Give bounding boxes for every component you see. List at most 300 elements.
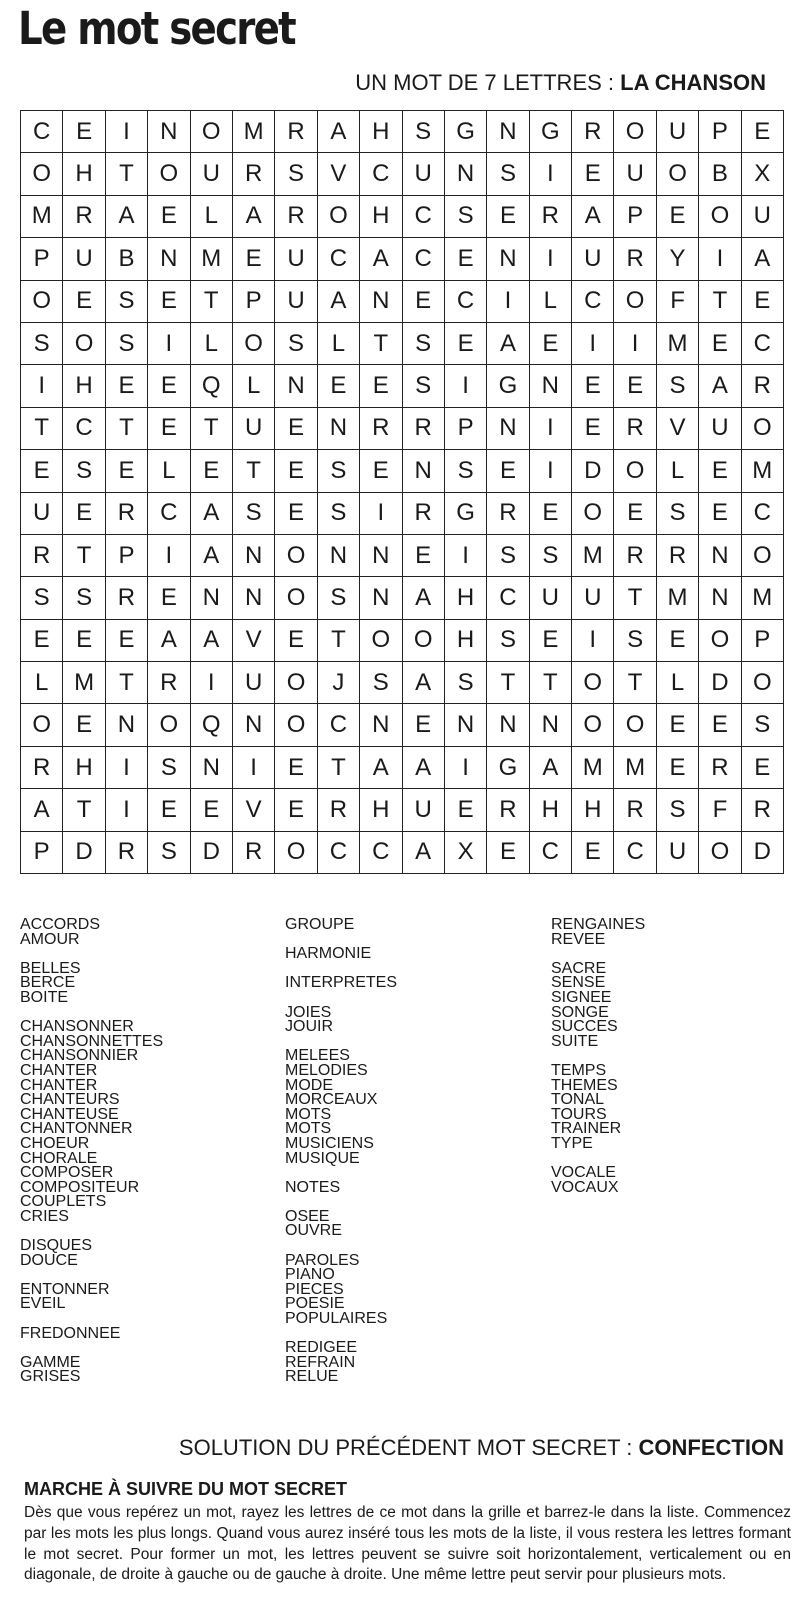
word-list-item[interactable]: ACCORDS xyxy=(20,916,101,933)
grid-cell[interactable]: V xyxy=(233,620,275,662)
grid-cell[interactable]: T xyxy=(63,789,105,831)
grid-cell[interactable]: E xyxy=(699,450,741,492)
grid-cell[interactable]: T xyxy=(530,662,572,704)
grid-cell[interactable]: I xyxy=(530,153,572,195)
grid-cell[interactable]: C xyxy=(572,281,614,323)
grid-cell[interactable]: L xyxy=(657,662,699,704)
word-list-item[interactable]: GROUPE xyxy=(285,916,355,933)
grid-cell[interactable]: E xyxy=(275,620,317,662)
grid-cell[interactable]: E xyxy=(572,832,614,874)
grid-cell[interactable]: R xyxy=(63,196,105,238)
grid-cell[interactable]: S xyxy=(657,789,699,831)
grid-cell[interactable]: O xyxy=(614,111,656,153)
grid-cell[interactable]: E xyxy=(742,747,784,789)
word-list-item[interactable]: MORCEAUX xyxy=(285,1091,378,1109)
grid-cell[interactable]: R xyxy=(614,789,656,831)
grid-cell[interactable]: U xyxy=(21,493,63,535)
word-list-item[interactable]: DISQUES xyxy=(20,1237,93,1255)
grid-cell[interactable]: T xyxy=(191,408,233,450)
grid-cell[interactable]: O xyxy=(572,704,614,746)
grid-cell[interactable]: E xyxy=(487,196,529,238)
word-list-item[interactable]: FREDONNEE xyxy=(20,1324,121,1342)
grid-cell[interactable]: U xyxy=(699,408,741,450)
word-list-item[interactable]: CHANTER xyxy=(20,1076,98,1094)
grid-cell[interactable]: Q xyxy=(191,704,233,746)
grid-cell[interactable]: R xyxy=(21,535,63,577)
grid-cell[interactable]: E xyxy=(487,450,529,492)
grid-cell[interactable]: S xyxy=(487,620,529,662)
grid-cell[interactable]: N xyxy=(530,365,572,407)
word-list-item[interactable]: MELODIES xyxy=(285,1061,368,1079)
grid-cell[interactable]: P xyxy=(21,832,63,874)
word-list-item[interactable]: CHOEUR xyxy=(20,1134,90,1152)
grid-cell[interactable]: S xyxy=(530,535,572,577)
word-list-item[interactable]: CHANTER xyxy=(20,1061,98,1079)
grid-cell[interactable]: O xyxy=(699,620,741,662)
grid-cell[interactable]: E xyxy=(148,577,190,619)
grid-cell[interactable]: O xyxy=(742,535,784,577)
word-list-item[interactable]: CHANTEUSE xyxy=(20,1105,119,1123)
grid-cell[interactable]: C xyxy=(742,323,784,365)
word-list-item[interactable]: SIGNEE xyxy=(551,988,612,1006)
grid-cell[interactable]: I xyxy=(572,620,614,662)
grid-cell[interactable]: E xyxy=(360,365,402,407)
grid-cell[interactable]: N xyxy=(699,577,741,619)
word-list-item[interactable]: POPULAIRES xyxy=(285,1310,388,1328)
grid-cell[interactable]: M xyxy=(572,747,614,789)
grid-cell[interactable]: R xyxy=(233,153,275,195)
grid-cell[interactable]: E xyxy=(275,493,317,535)
grid-cell[interactable]: E xyxy=(572,408,614,450)
grid-cell[interactable]: O xyxy=(360,620,402,662)
grid-cell[interactable]: P xyxy=(233,281,275,323)
grid-cell[interactable]: U xyxy=(572,577,614,619)
grid-cell[interactable]: C xyxy=(403,238,445,280)
word-list-item[interactable]: SUITE xyxy=(551,1032,599,1050)
word-list-item[interactable]: INTERPRETES xyxy=(285,974,398,992)
grid-cell[interactable]: E xyxy=(530,620,572,662)
grid-cell[interactable]: R xyxy=(360,408,402,450)
word-list-item[interactable]: GRISES xyxy=(20,1368,81,1386)
grid-cell[interactable]: N xyxy=(318,535,360,577)
grid-cell[interactable]: C xyxy=(148,493,190,535)
grid-cell[interactable]: P xyxy=(742,620,784,662)
grid-cell[interactable]: C xyxy=(21,111,63,153)
grid-cell[interactable]: S xyxy=(445,662,487,704)
grid-cell[interactable]: C xyxy=(403,196,445,238)
grid-cell[interactable]: X xyxy=(742,153,784,195)
word-list-item[interactable]: MELEES xyxy=(285,1047,350,1065)
grid-cell[interactable]: U xyxy=(572,238,614,280)
grid-cell[interactable]: O xyxy=(21,281,63,323)
grid-cell[interactable]: S xyxy=(148,832,190,874)
grid-cell[interactable]: E xyxy=(148,281,190,323)
grid-cell[interactable]: N xyxy=(148,111,190,153)
grid-cell[interactable]: A xyxy=(233,196,275,238)
grid-cell[interactable]: I xyxy=(572,323,614,365)
grid-cell[interactable]: R xyxy=(487,493,529,535)
word-list-item[interactable]: TOURS xyxy=(551,1105,607,1123)
grid-cell[interactable]: I xyxy=(148,323,190,365)
grid-cell[interactable]: E xyxy=(191,789,233,831)
grid-cell[interactable]: A xyxy=(403,577,445,619)
grid-cell[interactable]: E xyxy=(445,323,487,365)
grid-cell[interactable]: C xyxy=(487,577,529,619)
grid-cell[interactable]: O xyxy=(233,323,275,365)
grid-cell[interactable]: A xyxy=(21,789,63,831)
grid-cell[interactable]: O xyxy=(148,153,190,195)
grid-cell[interactable]: U xyxy=(403,789,445,831)
grid-cell[interactable]: L xyxy=(148,450,190,492)
grid-cell[interactable]: N xyxy=(487,238,529,280)
grid-cell[interactable]: U xyxy=(191,153,233,195)
grid-cell[interactable]: O xyxy=(699,196,741,238)
grid-cell[interactable]: O xyxy=(275,832,317,874)
grid-cell[interactable]: I xyxy=(699,238,741,280)
grid-cell[interactable]: M xyxy=(233,111,275,153)
grid-cell[interactable]: U xyxy=(657,111,699,153)
grid-cell[interactable]: E xyxy=(63,111,105,153)
grid-cell[interactable]: E xyxy=(148,365,190,407)
grid-cell[interactable]: S xyxy=(403,323,445,365)
grid-cell[interactable]: T xyxy=(106,408,148,450)
grid-cell[interactable]: B xyxy=(106,238,148,280)
grid-cell[interactable]: T xyxy=(106,662,148,704)
grid-cell[interactable]: F xyxy=(657,281,699,323)
grid-cell[interactable]: E xyxy=(63,704,105,746)
grid-cell[interactable]: S xyxy=(487,153,529,195)
grid-cell[interactable]: E xyxy=(699,323,741,365)
grid-cell[interactable]: A xyxy=(191,535,233,577)
grid-cell[interactable]: A xyxy=(742,238,784,280)
grid-cell[interactable]: A xyxy=(148,620,190,662)
word-list-item[interactable]: SONGE xyxy=(551,1003,609,1021)
grid-cell[interactable]: I xyxy=(530,450,572,492)
grid-cell[interactable]: P xyxy=(614,196,656,238)
word-list-item[interactable]: SENSE xyxy=(551,974,606,992)
grid-cell[interactable]: G xyxy=(487,747,529,789)
grid-cell[interactable]: R xyxy=(275,196,317,238)
grid-cell[interactable]: E xyxy=(148,789,190,831)
grid-cell[interactable]: N xyxy=(445,704,487,746)
grid-cell[interactable]: N xyxy=(106,704,148,746)
grid-cell[interactable]: E xyxy=(530,323,572,365)
grid-cell[interactable]: A xyxy=(318,111,360,153)
grid-cell[interactable]: S xyxy=(614,620,656,662)
grid-cell[interactable]: A xyxy=(403,662,445,704)
word-list-item[interactable]: BOITE xyxy=(20,988,69,1006)
grid-cell[interactable]: H xyxy=(63,747,105,789)
grid-cell[interactable]: S xyxy=(657,493,699,535)
grid-cell[interactable]: Y xyxy=(657,238,699,280)
grid-cell[interactable]: A xyxy=(403,832,445,874)
grid-cell[interactable]: E xyxy=(233,238,275,280)
grid-cell[interactable]: O xyxy=(191,111,233,153)
grid-cell[interactable]: A xyxy=(487,323,529,365)
grid-cell[interactable]: T xyxy=(63,535,105,577)
grid-cell[interactable]: S xyxy=(63,450,105,492)
grid-cell[interactable]: I xyxy=(360,493,402,535)
grid-cell[interactable]: B xyxy=(699,153,741,195)
grid-cell[interactable]: L xyxy=(233,365,275,407)
grid-cell[interactable]: H xyxy=(572,789,614,831)
grid-cell[interactable]: O xyxy=(572,493,614,535)
grid-cell[interactable]: P xyxy=(699,111,741,153)
grid-cell[interactable]: S xyxy=(403,365,445,407)
word-list-item[interactable]: COMPOSITEUR xyxy=(20,1178,140,1196)
grid-cell[interactable]: U xyxy=(657,832,699,874)
grid-cell[interactable]: E xyxy=(572,153,614,195)
grid-cell[interactable]: O xyxy=(275,577,317,619)
grid-cell[interactable]: P xyxy=(21,238,63,280)
grid-cell[interactable]: T xyxy=(614,577,656,619)
grid-cell[interactable]: E xyxy=(699,493,741,535)
grid-cell[interactable]: L xyxy=(21,662,63,704)
grid-cell[interactable]: N xyxy=(233,577,275,619)
grid-cell[interactable]: M xyxy=(657,577,699,619)
grid-cell[interactable]: S xyxy=(360,662,402,704)
grid-cell[interactable]: T xyxy=(699,281,741,323)
grid-cell[interactable]: O xyxy=(318,196,360,238)
word-list-item[interactable]: MOTS xyxy=(285,1105,332,1123)
grid-cell[interactable]: R xyxy=(530,196,572,238)
grid-cell[interactable]: E xyxy=(275,747,317,789)
grid-cell[interactable]: S xyxy=(106,281,148,323)
grid-cell[interactable]: A xyxy=(403,747,445,789)
grid-cell[interactable]: E xyxy=(360,450,402,492)
grid-cell[interactable]: M xyxy=(21,196,63,238)
word-list-item[interactable]: MUSIQUE xyxy=(285,1149,360,1167)
grid-cell[interactable]: I xyxy=(614,323,656,365)
grid-cell[interactable]: H xyxy=(63,365,105,407)
word-list-item[interactable]: GAMME xyxy=(20,1353,81,1371)
grid-cell[interactable]: N xyxy=(275,365,317,407)
grid-cell[interactable]: E xyxy=(657,196,699,238)
grid-cell[interactable]: J xyxy=(318,662,360,704)
grid-cell[interactable]: L xyxy=(191,323,233,365)
word-list-item[interactable]: REFRAIN xyxy=(285,1353,356,1371)
grid-cell[interactable]: T xyxy=(318,747,360,789)
grid-cell[interactable]: O xyxy=(63,323,105,365)
grid-cell[interactable]: C xyxy=(318,832,360,874)
grid-cell[interactable]: A xyxy=(191,493,233,535)
grid-cell[interactable]: S xyxy=(318,450,360,492)
grid-cell[interactable]: A xyxy=(572,196,614,238)
grid-cell[interactable]: S xyxy=(318,493,360,535)
word-list-item[interactable]: TEMPS xyxy=(551,1061,607,1079)
grid-cell[interactable]: E xyxy=(699,704,741,746)
grid-cell[interactable]: E xyxy=(63,281,105,323)
grid-cell[interactable]: E xyxy=(487,832,529,874)
word-list-item[interactable]: MUSICIENS xyxy=(285,1134,374,1152)
grid-cell[interactable]: E xyxy=(403,704,445,746)
grid-cell[interactable]: L xyxy=(191,196,233,238)
grid-cell[interactable]: C xyxy=(360,832,402,874)
word-list-item[interactable]: HARMONIE xyxy=(285,945,372,963)
grid-cell[interactable]: E xyxy=(106,620,148,662)
grid-cell[interactable]: S xyxy=(106,323,148,365)
grid-cell[interactable]: V xyxy=(318,153,360,195)
grid-cell[interactable]: T xyxy=(233,450,275,492)
grid-cell[interactable]: R xyxy=(572,111,614,153)
grid-cell[interactable]: C xyxy=(530,832,572,874)
grid-cell[interactable]: R xyxy=(21,747,63,789)
grid-cell[interactable]: S xyxy=(21,323,63,365)
word-list-item[interactable]: TRAINER xyxy=(551,1120,622,1138)
grid-cell[interactable]: L xyxy=(530,281,572,323)
grid-cell[interactable]: N xyxy=(148,238,190,280)
word-list-item[interactable]: OSEE xyxy=(285,1207,330,1225)
grid-cell[interactable]: S xyxy=(445,450,487,492)
grid-cell[interactable]: Q xyxy=(191,365,233,407)
grid-cell[interactable]: V xyxy=(233,789,275,831)
word-list-item[interactable]: MOTS xyxy=(285,1120,332,1138)
word-list-item[interactable]: ENTONNER xyxy=(20,1280,110,1298)
grid-cell[interactable]: C xyxy=(63,408,105,450)
word-list-item[interactable]: RENGAINES xyxy=(551,916,646,933)
grid-cell[interactable]: A xyxy=(360,747,402,789)
grid-cell[interactable]: H xyxy=(445,577,487,619)
grid-cell[interactable]: E xyxy=(530,493,572,535)
grid-cell[interactable]: T xyxy=(487,662,529,704)
grid-cell[interactable]: S xyxy=(318,577,360,619)
grid-cell[interactable]: E xyxy=(403,535,445,577)
grid-cell[interactable]: U xyxy=(530,577,572,619)
grid-cell[interactable]: U xyxy=(742,196,784,238)
grid-cell[interactable]: I xyxy=(191,662,233,704)
grid-cell[interactable]: R xyxy=(106,832,148,874)
grid-cell[interactable]: I xyxy=(106,747,148,789)
grid-cell[interactable]: U xyxy=(275,238,317,280)
grid-cell[interactable]: C xyxy=(742,493,784,535)
grid-cell[interactable]: H xyxy=(360,196,402,238)
grid-cell[interactable]: D xyxy=(191,832,233,874)
grid-cell[interactable]: A xyxy=(699,365,741,407)
word-list-item[interactable]: MODE xyxy=(285,1076,333,1094)
grid-cell[interactable]: F xyxy=(699,789,741,831)
grid-cell[interactable]: C xyxy=(318,238,360,280)
grid-cell[interactable]: E xyxy=(21,620,63,662)
grid-cell[interactable]: O xyxy=(614,704,656,746)
grid-cell[interactable]: R xyxy=(233,832,275,874)
grid-cell[interactable]: D xyxy=(63,832,105,874)
grid-cell[interactable]: O xyxy=(742,408,784,450)
grid-cell[interactable]: N xyxy=(403,450,445,492)
grid-cell[interactable]: I xyxy=(530,408,572,450)
grid-cell[interactable]: N xyxy=(530,704,572,746)
word-list-item[interactable]: REDIGEE xyxy=(285,1339,358,1357)
grid-cell[interactable]: E xyxy=(148,196,190,238)
grid-cell[interactable]: I xyxy=(148,535,190,577)
word-list-item[interactable]: PIECES xyxy=(285,1280,344,1298)
grid-cell[interactable]: V xyxy=(657,408,699,450)
grid-cell[interactable]: N xyxy=(487,111,529,153)
grid-cell[interactable]: O xyxy=(275,704,317,746)
grid-cell[interactable]: U xyxy=(63,238,105,280)
grid-cell[interactable]: M xyxy=(191,238,233,280)
grid-cell[interactable]: A xyxy=(360,238,402,280)
grid-cell[interactable]: N xyxy=(360,535,402,577)
word-list-item[interactable]: TONAL xyxy=(551,1091,605,1109)
word-list-item[interactable]: JOIES xyxy=(285,1003,332,1021)
grid-cell[interactable]: G xyxy=(445,111,487,153)
grid-cell[interactable]: R xyxy=(657,535,699,577)
grid-cell[interactable]: E xyxy=(275,408,317,450)
grid-cell[interactable]: E xyxy=(191,450,233,492)
grid-cell[interactable]: U xyxy=(233,408,275,450)
grid-cell[interactable]: E xyxy=(106,365,148,407)
word-list-item[interactable]: COMPOSER xyxy=(20,1164,114,1182)
grid-cell[interactable]: R xyxy=(148,662,190,704)
grid-cell[interactable]: O xyxy=(657,153,699,195)
word-list-item[interactable]: EVEIL xyxy=(20,1295,66,1313)
grid-cell[interactable]: O xyxy=(614,450,656,492)
grid-cell[interactable]: R xyxy=(106,493,148,535)
grid-cell[interactable]: R xyxy=(403,408,445,450)
grid-cell[interactable]: E xyxy=(148,408,190,450)
grid-cell[interactable]: S xyxy=(657,365,699,407)
grid-cell[interactable]: I xyxy=(106,111,148,153)
grid-cell[interactable]: E xyxy=(657,704,699,746)
grid-cell[interactable]: R xyxy=(106,577,148,619)
grid-cell[interactable]: U xyxy=(233,662,275,704)
grid-cell[interactable]: P xyxy=(445,408,487,450)
grid-cell[interactable]: M xyxy=(572,535,614,577)
grid-cell[interactable]: I xyxy=(445,365,487,407)
grid-cell[interactable]: O xyxy=(614,281,656,323)
grid-cell[interactable]: E xyxy=(21,450,63,492)
grid-cell[interactable]: I xyxy=(445,747,487,789)
grid-cell[interactable]: N xyxy=(360,704,402,746)
grid-cell[interactable]: N xyxy=(233,704,275,746)
grid-cell[interactable]: S xyxy=(275,323,317,365)
grid-cell[interactable]: R xyxy=(318,789,360,831)
word-list-item[interactable]: CHANTONNER xyxy=(20,1120,133,1138)
word-list-item[interactable]: CHANSONNETTES xyxy=(20,1032,164,1050)
word-list-item[interactable]: TYPE xyxy=(551,1134,593,1152)
word-list-item[interactable]: COUPLETS xyxy=(20,1193,107,1211)
word-list-item[interactable]: PAROLES xyxy=(285,1251,360,1269)
grid-cell[interactable]: H xyxy=(63,153,105,195)
grid-cell[interactable]: H xyxy=(530,789,572,831)
grid-cell[interactable]: T xyxy=(21,408,63,450)
grid-cell[interactable]: S xyxy=(63,577,105,619)
grid-cell[interactable]: U xyxy=(614,153,656,195)
grid-cell[interactable]: C xyxy=(318,704,360,746)
grid-cell[interactable]: C xyxy=(614,832,656,874)
grid-cell[interactable]: D xyxy=(742,832,784,874)
grid-cell[interactable]: N xyxy=(360,281,402,323)
grid-cell[interactable]: E xyxy=(318,365,360,407)
grid-cell[interactable]: N xyxy=(191,747,233,789)
grid-cell[interactable]: R xyxy=(614,535,656,577)
grid-cell[interactable]: N xyxy=(233,535,275,577)
word-list-item[interactable]: NOTES xyxy=(285,1178,341,1196)
grid-cell[interactable]: I xyxy=(445,535,487,577)
grid-cell[interactable]: I xyxy=(530,238,572,280)
grid-cell[interactable]: O xyxy=(403,620,445,662)
grid-cell[interactable]: O xyxy=(148,704,190,746)
grid-cell[interactable]: N xyxy=(318,408,360,450)
word-list-item[interactable]: REVEE xyxy=(551,930,606,948)
grid-cell[interactable]: G xyxy=(445,493,487,535)
grid-cell[interactable]: U xyxy=(275,281,317,323)
word-list-item[interactable]: CHANTEURS xyxy=(20,1091,120,1109)
word-list-item[interactable]: JOUIR xyxy=(285,1018,333,1036)
grid-cell[interactable]: E xyxy=(614,493,656,535)
grid-cell[interactable]: R xyxy=(742,365,784,407)
grid-cell[interactable]: A xyxy=(106,196,148,238)
